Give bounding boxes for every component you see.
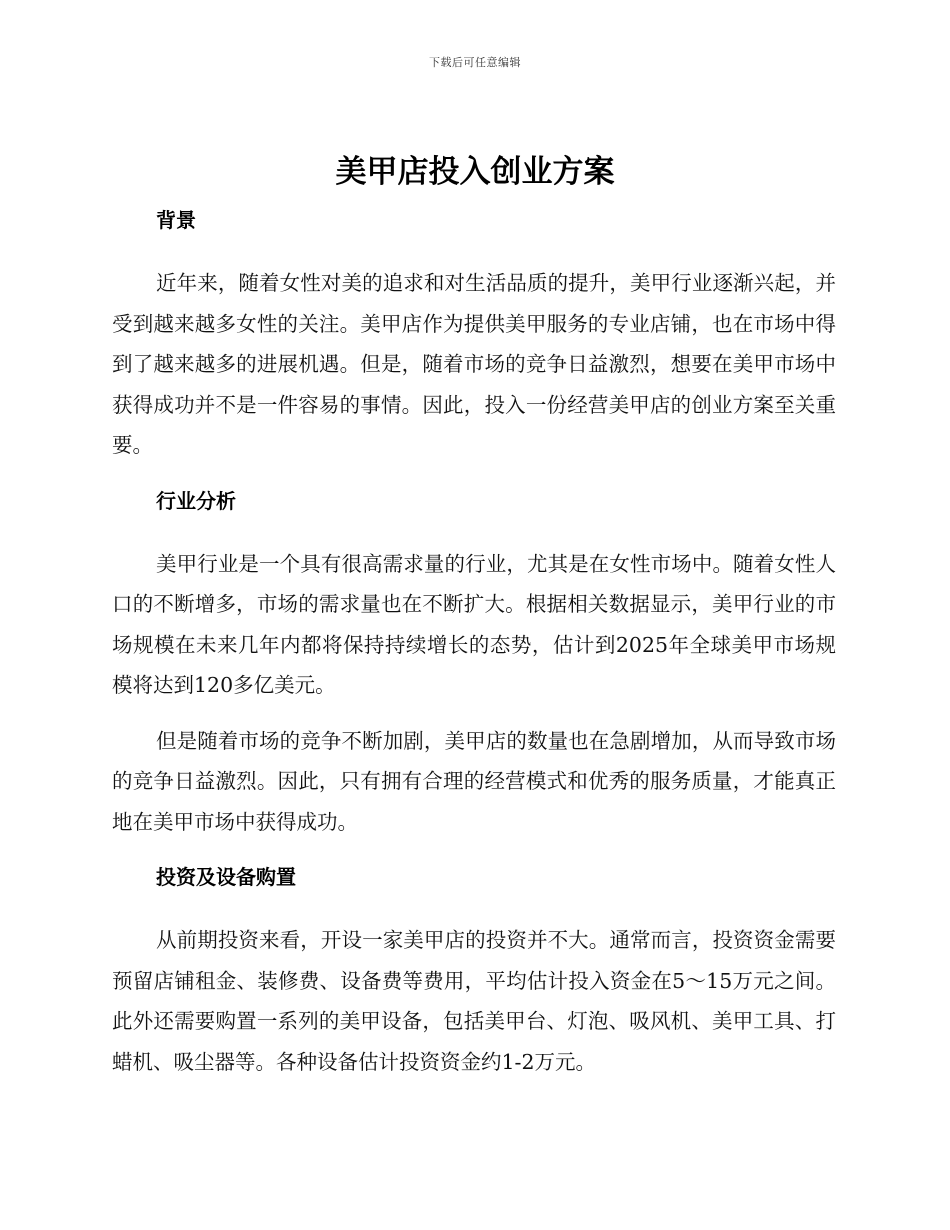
- section-heading-background: 背景: [156, 208, 196, 232]
- paragraph-industry-analysis-2: 但是随着市场的竞争不断加剧，美甲店的数量也在急剧增加，从而导致市场的竞争日益激烈。因此，只有拥有合理的经营模式和优秀的服务质量，才能真正地在美甲市场中获得成功。: [112, 728, 836, 834]
- section-heading-industry-analysis: 行业分析: [156, 488, 236, 513]
- section-heading-investment: 投资及设备购置: [156, 865, 296, 889]
- paragraph-investment: 从前期投资来看，开设一家美甲店的投资并不大。通常而言，投资资金需要预留店铺租金、装修费、设备费等费用，平均估计投入资金在5～15万元之间。此外还需要购置一系列的美甲设备，包括美甲台、灯泡、吸风机、美甲工具、打蜡机、吸尘器等。各种设备估计投资资金约1-2万元。: [112, 928, 836, 1074]
- paragraph-background: 近年来，随着女性对美的追求和对生活品质的提升，美甲行业逐渐兴起，并受到越来越多女性的关注。美甲店作为提供美甲服务的专业店铺，也在市场中得到了越来越多的进展机遇。但是，随着市场的竞争日益激烈，想要在美甲市场中获得成功并不是一件容易的事情。因此，投入一份经营美甲店的创业方案至关重要。: [112, 271, 836, 457]
- document-body: [112, 200, 836, 1082]
- paragraph-industry-analysis-1: 美甲行业是一个具有很高需求量的行业，尤其是在女性市场中。随着女性人口的不断增多，市场的需求量也在不断扩大。根据相关数据显示，美甲行业的市场规模在未来几年内都将保持持续增长的态势，估计到2025年全球美甲市场规模将达到120多亿美元。: [112, 551, 836, 697]
- header-note: 下载后可任意编辑: [429, 56, 521, 69]
- document-title: 美甲店投入创业方案: [335, 154, 615, 190]
